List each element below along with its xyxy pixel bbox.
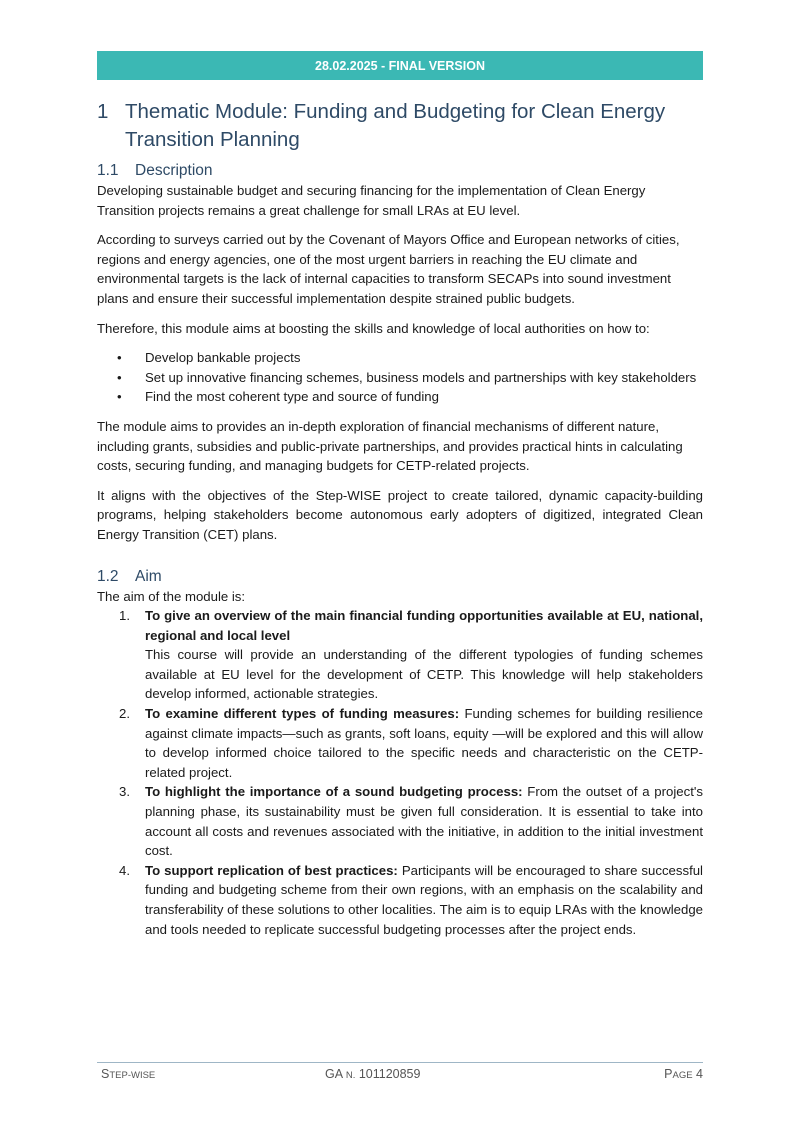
aim-item-text: This course will provide an understanding of the different typologies of funding schemes available at EU level for the development of CETP. This knowledge will help stakeholders develop informed, actionable strategies. bbox=[145, 647, 703, 702]
aim-item-title: To give an overview of the main financial funding opportunities available at EU, national, regional and local level bbox=[145, 608, 703, 643]
list-item bbox=[97, 861, 703, 939]
aim-heading bbox=[97, 567, 703, 587]
aim-item-number: 1. bbox=[119, 608, 130, 624]
version-banner-text: 28.02.2025 - FINAL VERSION bbox=[315, 58, 485, 73]
aim-item-body bbox=[145, 606, 703, 704]
aim-item-body bbox=[145, 782, 703, 860]
list-item bbox=[97, 606, 703, 704]
description-heading-title: Description bbox=[135, 162, 213, 179]
description-paragraph: It aligns with the objectives of the Step-WISE project to create tailored, dynamic capacity-building programs, helping stakeholders become autonomous early adopters of digitized, integrated Clean Energy Transition (CET) plans. bbox=[97, 487, 703, 542]
list-item-text: Develop bankable projects bbox=[145, 350, 301, 366]
aim-item-text: Participants will be encouraged to share successful funding and budgeting scheme from their own regions, with an emphasis on the scalability and transferability of these solutions to other localities. The aim is to equip LRAs with the knowledge and tools needed to replicate successful budgeting processes after the project ends. bbox=[145, 862, 703, 937]
aim-heading-number: 1.2 bbox=[97, 567, 119, 585]
bullet-icon: • bbox=[117, 350, 122, 366]
aim-item-body bbox=[145, 861, 703, 939]
footer-project-name: STEP-WISE bbox=[101, 1067, 156, 1081]
description-heading bbox=[97, 161, 703, 181]
aim-list bbox=[97, 606, 703, 939]
aim-intro: The aim of the module is: bbox=[97, 588, 246, 604]
aim-item-number: 3. bbox=[119, 784, 130, 800]
list-item bbox=[97, 782, 703, 860]
aim-heading-title: Aim bbox=[135, 567, 162, 585]
page-footer bbox=[97, 1067, 703, 1087]
skills-list bbox=[97, 348, 703, 407]
description-paragraph: Developing sustainable budget and securing financing for the implementation of Clean Energy Transition projects remains a great challenge for small LRAs at EU level. bbox=[97, 183, 646, 218]
footer-rule bbox=[97, 1062, 703, 1063]
description-paragraph: Therefore, this module aims at boosting the skills and knowledge of local authorities on how to: bbox=[97, 320, 650, 336]
list-item bbox=[97, 387, 703, 407]
aim-item-number: 4. bbox=[119, 862, 130, 878]
aim-item-text: Funding schemes for building resilience against climate impacts—such as grants, soft loans, equity —will be explored and this will allow to develop informed choice tailored to the specific needs and characteristic on the CETP-related project. bbox=[145, 706, 703, 780]
list-item bbox=[97, 704, 703, 782]
bullet-icon: • bbox=[117, 369, 122, 385]
aim-item-title: To highlight the importance of a sound budgeting process: bbox=[145, 784, 523, 800]
module-heading-title: Thematic Module: Funding and Budgeting for Clean Energy Transition Planning bbox=[125, 100, 666, 151]
version-banner bbox=[97, 51, 703, 80]
aim-item-title: To support replication of best practices: bbox=[145, 862, 398, 878]
module-heading-number: 1 bbox=[97, 100, 109, 123]
bullet-icon: • bbox=[117, 389, 122, 405]
list-item-text: Set up innovative financing schemes, business models and partnerships with key stakeholders bbox=[145, 369, 697, 385]
aim-item-body bbox=[145, 704, 703, 782]
page-content bbox=[97, 98, 703, 939]
description-paragraph: According to surveys carried out by the Covenant of Mayors Office and European networks of cities, regions and energy agencies, one of the most urgent barriers in reaching the EU climate and environmental targets is the lack of internal capacities to transform SECAPs into sound investment plans and ensure their successful implementation despite strained public budgets. bbox=[97, 232, 680, 306]
description-paragraph: The module aims to provides an in-depth exploration of financial mechanisms of different nature, including grants, subsidies and public-private partnerships, and provides practical hints in calculating costs, securing funding, and managing budgets for CETP-related projects. bbox=[97, 418, 683, 474]
description-heading-number: 1.1 bbox=[97, 162, 119, 179]
aim-item-number: 2. bbox=[119, 706, 130, 722]
list-item bbox=[97, 368, 703, 388]
footer-grant-number: GA N. 101120859 bbox=[325, 1067, 421, 1081]
aim-item-title: To examine different types of funding measures: bbox=[145, 706, 460, 722]
aim-item-text: From the outset of a project's planning phase, its sustainability must be given full consideration. It is essential to take into account all costs and revenues associated with the initiative, in addition to the initial investment cost. bbox=[145, 784, 703, 859]
list-item-text: Find the most coherent type and source of funding bbox=[145, 389, 439, 405]
footer-page-number: PAGE 4 bbox=[664, 1067, 703, 1081]
module-heading bbox=[97, 98, 703, 154]
list-item bbox=[97, 348, 703, 368]
